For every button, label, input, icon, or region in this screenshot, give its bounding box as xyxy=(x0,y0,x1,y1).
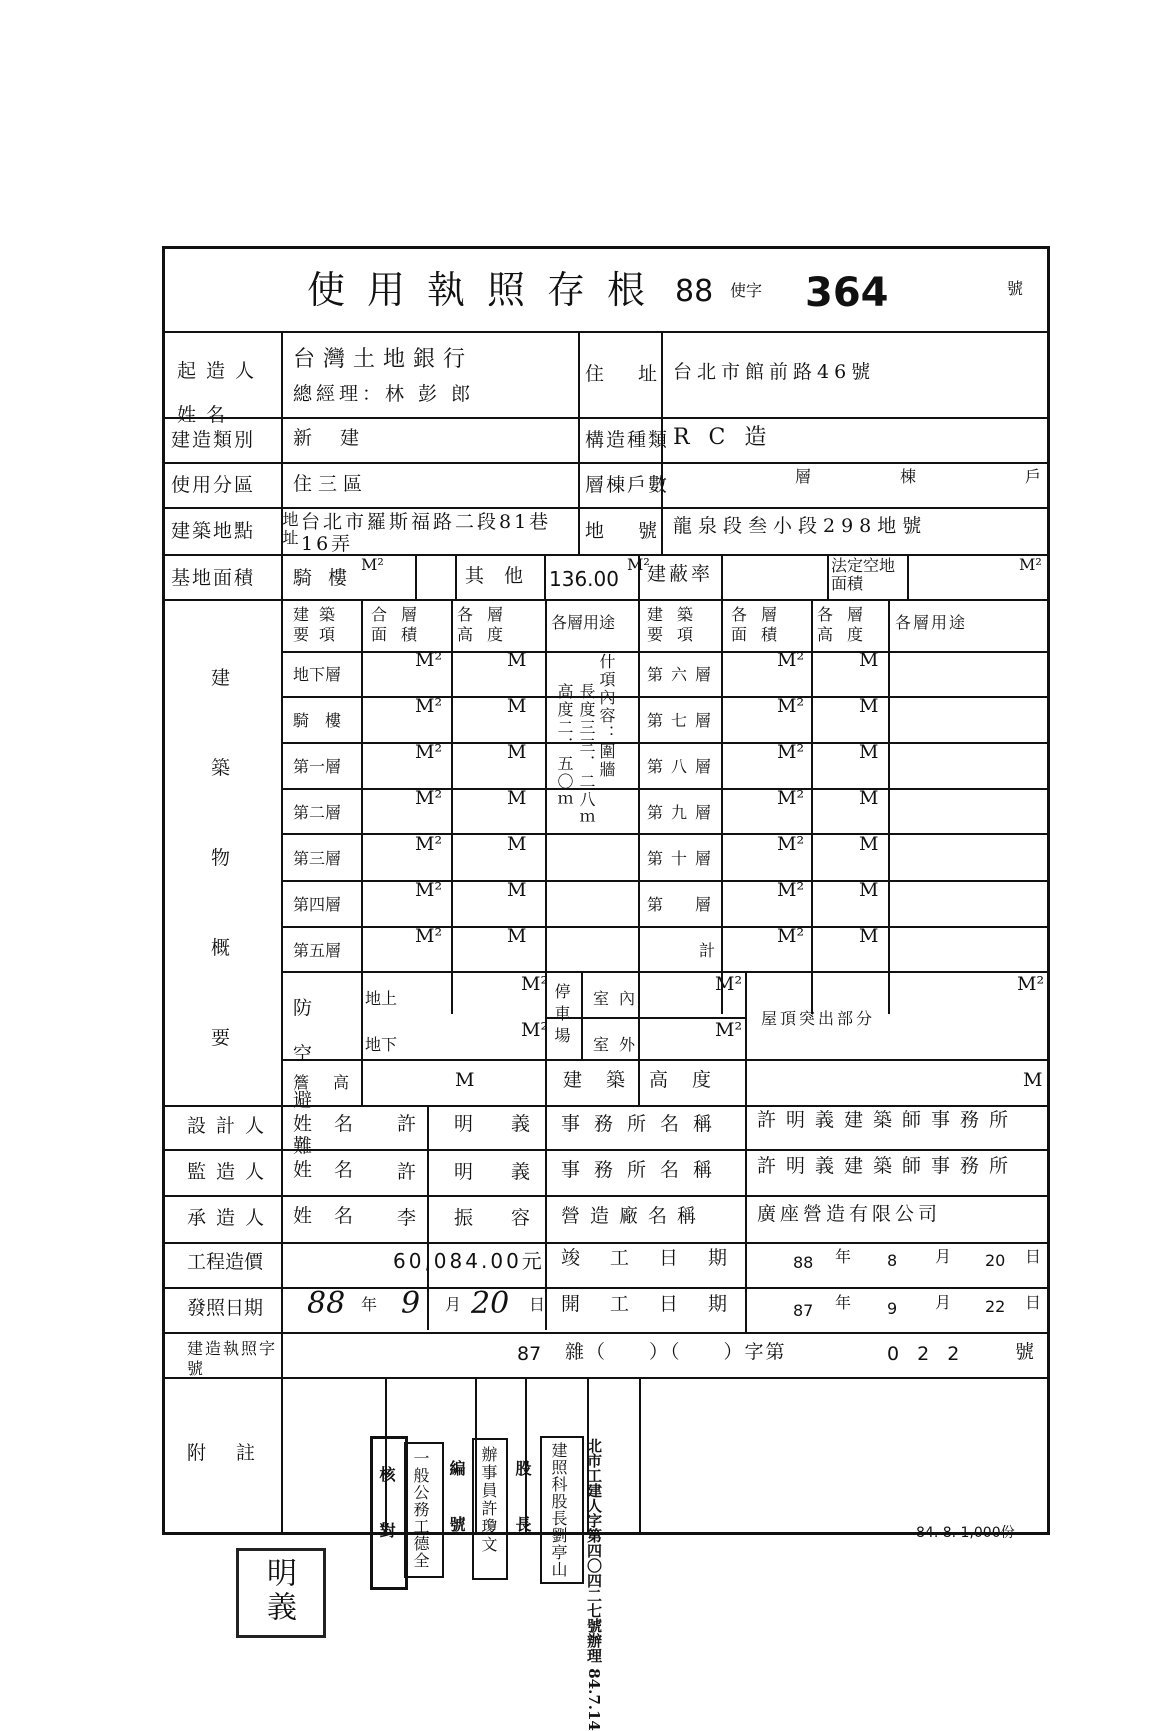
owner-addr-label: 住址 xyxy=(585,363,692,385)
other-unit: M² xyxy=(627,555,650,574)
other-label: 其他 xyxy=(465,565,544,587)
stamp-chief: 股長 xyxy=(513,1460,532,1572)
issue-d-unit: 日 xyxy=(529,1295,546,1314)
m2-r6: M² xyxy=(777,925,805,947)
designer-label: 設計人 xyxy=(187,1115,275,1137)
contractor-label: 承造人 xyxy=(187,1207,275,1229)
build-type-label: 建造類別 xyxy=(171,429,256,451)
designer-office: 許明義建築師事務所 xyxy=(757,1109,1019,1131)
m-r2: M xyxy=(859,741,879,763)
bld-side-4: 要 xyxy=(211,1027,231,1049)
site-area-label: 基地面積 xyxy=(171,567,256,589)
parking-indoor-unit: M² xyxy=(715,973,743,995)
lot-label: 地號 xyxy=(585,520,692,542)
start-d-unit: 日 xyxy=(1025,1293,1042,1312)
eave-height-unit: M xyxy=(455,1069,475,1091)
stamp-reviewer: 一般公務工德全 xyxy=(411,1450,430,1569)
m2-l2: M² xyxy=(415,741,443,763)
floor-10: 第十層 xyxy=(647,849,720,868)
floor-5: 第五層 xyxy=(293,941,342,960)
hdr-use: 各層用途 xyxy=(551,613,616,632)
site-addr-tag: 地址 xyxy=(280,511,299,547)
start-m-unit: 月 xyxy=(935,1293,952,1312)
m-l0: M xyxy=(507,649,527,671)
build-type: 新建 xyxy=(293,427,388,449)
parking-indoor: 室內 xyxy=(593,989,646,1008)
personal-seal-text: 明義 xyxy=(261,1557,296,1625)
m2-l5: M² xyxy=(415,879,443,901)
m2-l1: M² xyxy=(415,695,443,717)
floor-8: 第八層 xyxy=(647,757,720,776)
other-value: 136.00 xyxy=(549,567,619,591)
stamp-clerk: 辦事員許瓊文 xyxy=(479,1446,498,1554)
roof-label: 屋頂突出部分 xyxy=(761,1009,876,1028)
m-r1: M xyxy=(859,695,879,717)
approval-stamp-block xyxy=(370,1436,642,1731)
zone: 住三區 xyxy=(293,473,369,495)
m-r0: M xyxy=(859,649,879,671)
m-r5: M xyxy=(859,879,879,901)
start-year: 87 xyxy=(793,1301,814,1320)
parking-outdoor: 室外 xyxy=(593,1035,646,1054)
bldg-unit: 棟 xyxy=(900,467,917,486)
floor-9: 第九層 xyxy=(647,803,720,822)
stamp-check: 核對 xyxy=(377,1466,396,1578)
m-r6: M xyxy=(859,925,879,947)
floor-6: 第六層 xyxy=(647,665,720,684)
arcade-unit: M² xyxy=(361,555,384,574)
remark-label: 附註 xyxy=(187,1442,286,1464)
issue-label: 發照日期 xyxy=(187,1297,264,1319)
note-col-3: 高度二．五〇ｍ xyxy=(555,683,574,809)
hdr-use2: 各層用途 xyxy=(895,613,968,632)
m2-r0: M² xyxy=(777,649,805,671)
form-title: 使用執照存根 xyxy=(307,268,668,312)
site-label: 建築地點 xyxy=(171,520,256,542)
floor-1: 第一層 xyxy=(293,757,342,776)
contractor-name-label: 姓名 xyxy=(293,1205,376,1227)
coverage-label: 建蔽率 xyxy=(647,563,714,585)
floor-unit: 層 xyxy=(795,467,812,486)
roof-unit: M² xyxy=(1017,973,1045,995)
contractor-office: 廣座營造有限公司 xyxy=(757,1203,942,1225)
zone-label: 使用分區 xyxy=(171,474,256,496)
stamp-chief2: 建照科股長劉亭山 xyxy=(549,1442,568,1578)
supervisor-office-label: 事務所名稱 xyxy=(561,1159,727,1181)
start-label: 開工日期 xyxy=(561,1293,758,1315)
done-y-unit: 年 xyxy=(835,1247,852,1266)
m2-r4: M² xyxy=(777,833,805,855)
bld-side-3: 概 xyxy=(211,937,231,959)
start-day: 22 xyxy=(985,1297,1006,1316)
lot: 龍泉段叁小段298地號 xyxy=(673,515,928,537)
owner-addr: 台北市館前路46號 xyxy=(673,361,876,383)
m-l5: M xyxy=(507,879,527,901)
supervisor-name-label: 姓名 xyxy=(293,1159,376,1181)
hdr-area2: 各層面積 xyxy=(731,605,792,644)
arcade-label: 騎樓 xyxy=(293,567,364,589)
owner-name: 台灣土地銀行 xyxy=(293,347,474,372)
shelter-label: 防空避難 xyxy=(293,997,335,1157)
note-col-1: 什項內容：圍牆 xyxy=(597,653,616,779)
permit-suffix-ref: 號 xyxy=(1015,1341,1035,1363)
stamp-seq: 編號 xyxy=(447,1460,466,1572)
floor-2: 第二層 xyxy=(293,803,342,822)
floor-7: 第七層 xyxy=(647,711,720,730)
footer-print-run: 84. 8. 1,000份 xyxy=(916,1525,1015,1541)
m2-l0: M² xyxy=(415,649,443,671)
structure: R C 造 xyxy=(673,425,773,450)
done-year: 88 xyxy=(793,1253,814,1272)
site-addr: 台北市羅斯福路二段81巷16弄 xyxy=(301,511,552,555)
bld-side-1: 築 xyxy=(211,757,231,779)
hdr-height2: 各層高度 xyxy=(817,605,878,644)
m2-l6: M² xyxy=(415,925,443,947)
parking-label: 停車場 xyxy=(552,983,571,1049)
stamp-dept: 北市工建人字第四〇四二七號辦理 84.7.14 xyxy=(585,1438,603,1731)
shelter-above: 地上 xyxy=(365,989,398,1008)
floors-label: 層棟戶數 xyxy=(585,474,670,496)
done-m-unit: 月 xyxy=(935,1247,952,1266)
permit-number: 364 xyxy=(805,270,889,316)
m2-r1: M² xyxy=(777,695,805,717)
shelter-below-unit: M² xyxy=(521,1019,549,1041)
legal-open-unit: M² xyxy=(1019,555,1042,574)
shelter-below: 地下 xyxy=(365,1035,398,1054)
designer-office-label: 事務所名稱 xyxy=(561,1113,727,1135)
m-l2: M xyxy=(507,741,527,763)
supervisor-office: 許明義建築師事務所 xyxy=(757,1155,1019,1177)
m-l4: M xyxy=(507,833,527,855)
floor-b1: 地下層 xyxy=(293,665,342,684)
done-day: 20 xyxy=(985,1251,1006,1270)
permit-suffix: 號 xyxy=(1007,279,1024,298)
floor-4: 第四層 xyxy=(293,895,342,914)
m2-r2: M² xyxy=(777,741,805,763)
m2-r5: M² xyxy=(777,879,805,901)
personal-seal xyxy=(236,1548,326,1638)
hdr-item: 建築要項 xyxy=(293,605,346,644)
m-l3: M xyxy=(507,787,527,809)
supervisor-label: 監造人 xyxy=(187,1161,275,1183)
done-month: 8 xyxy=(887,1251,898,1270)
m2-l3: M² xyxy=(415,787,443,809)
permit-number-ref: 0 2 2 xyxy=(887,1343,966,1365)
designer-name-label: 姓名 xyxy=(293,1113,376,1135)
legal-open-label: 法定空地面積 xyxy=(831,556,896,593)
floor-total: 計 xyxy=(699,941,716,960)
cost-value: 60,084.00元 xyxy=(393,1249,545,1273)
issue-year: 88 xyxy=(307,1286,346,1321)
issue-y-unit: 年 xyxy=(361,1295,378,1314)
owner-label: 起造人 姓名 xyxy=(177,360,265,426)
floor-3: 第三層 xyxy=(293,849,342,868)
hdr-item2: 建築要項 xyxy=(647,605,708,644)
issue-day: 20 xyxy=(471,1286,510,1321)
contractor-office-label: 營造廠名稱 xyxy=(561,1205,707,1227)
permit-label: 建造執照字號 xyxy=(187,1339,278,1378)
permit-year-ref: 87 xyxy=(517,1343,542,1365)
floor-arcade: 騎樓 xyxy=(293,711,358,730)
contractor-name: 李振容 xyxy=(397,1207,569,1229)
floor-blank: 第 層 xyxy=(647,895,720,914)
m-r4: M xyxy=(859,833,879,855)
note-col-2: 長度三三．二八ｍ xyxy=(577,683,596,827)
issue-month: 9 xyxy=(401,1286,421,1321)
supervisor-name: 許明義 xyxy=(397,1161,569,1183)
hdr-area: 合層面積 xyxy=(371,605,432,644)
m2-r3: M² xyxy=(777,787,805,809)
done-label: 竣工日期 xyxy=(561,1247,758,1269)
structure-label: 構造種類 xyxy=(585,429,670,451)
permit-form xyxy=(162,246,1050,1535)
owner-rep: 總經理：林 彭 郎 xyxy=(293,383,475,405)
hdr-height: 各層高度 xyxy=(457,605,518,644)
issue-m-unit: 月 xyxy=(445,1295,462,1314)
permit-year: 88 xyxy=(675,274,714,309)
cost-label: 工程造價 xyxy=(187,1251,264,1273)
eave-height-label: 簷高 xyxy=(293,1073,374,1092)
parking-outdoor-unit: M² xyxy=(715,1019,743,1041)
bldg-height-unit: M xyxy=(1023,1069,1043,1091)
permit-text: 雜（ ）（ ）字第 xyxy=(565,1341,787,1363)
bld-side-2: 物 xyxy=(211,847,231,869)
shelter-above-unit: M² xyxy=(521,973,549,995)
m-l1: M xyxy=(507,695,527,717)
m2-l4: M² xyxy=(415,833,443,855)
start-y-unit: 年 xyxy=(835,1293,852,1312)
start-month: 9 xyxy=(887,1299,898,1318)
unit-unit: 戶 xyxy=(1025,467,1042,486)
bld-side-0: 建 xyxy=(211,667,231,689)
permit-word: 使字 xyxy=(730,281,763,300)
m-l6: M xyxy=(507,925,527,947)
bldg-height-label: 建築高度 xyxy=(563,1069,736,1091)
done-d-unit: 日 xyxy=(1025,1247,1042,1266)
designer-name: 許明義 xyxy=(397,1113,569,1135)
m-r3: M xyxy=(859,787,879,809)
